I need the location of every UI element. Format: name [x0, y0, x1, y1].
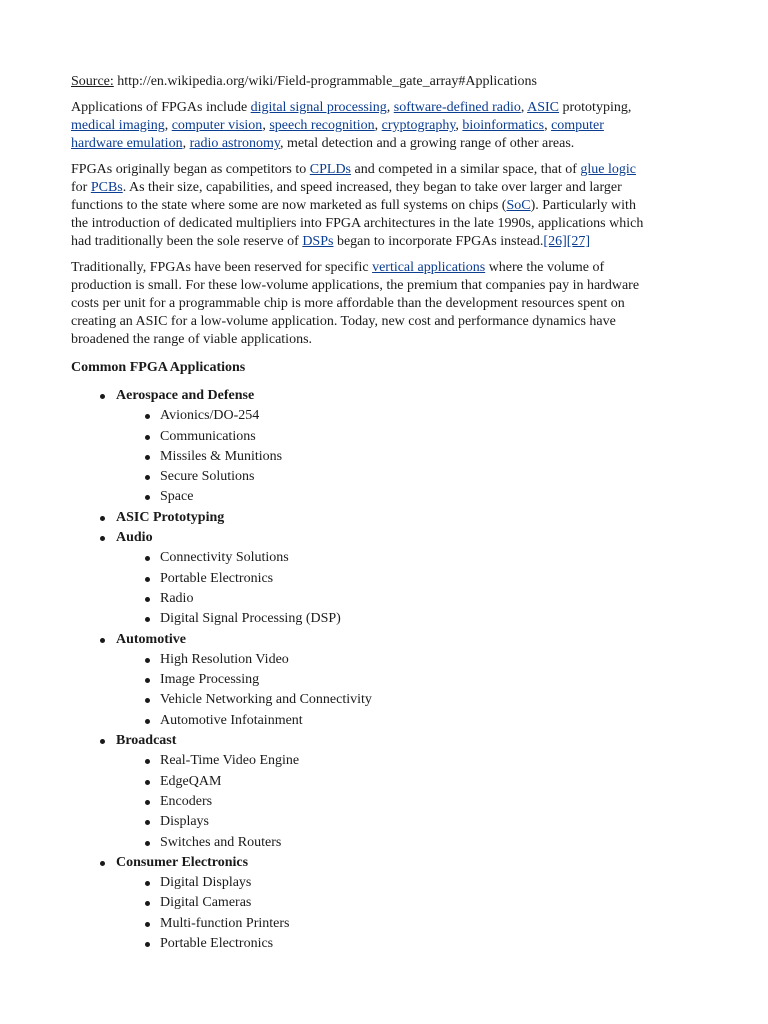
text: , [374, 118, 382, 133]
bullet-icon [145, 577, 150, 582]
subcategory-label: Digital Cameras [160, 895, 252, 911]
subcategory-list [116, 650, 693, 731]
bullet-icon [145, 780, 150, 785]
bullet-icon [145, 841, 150, 846]
text: , metal detection and a growing range of other areas. [280, 136, 575, 151]
bullet-icon [145, 759, 150, 764]
text: had traditionally been the sole reserve of [71, 234, 303, 249]
source-line [71, 73, 693, 91]
link-cryptography[interactable]: cryptography [381, 118, 456, 133]
bullet-icon [145, 942, 150, 947]
text: Applications of FPGAs include [71, 100, 251, 115]
bullet-icon [145, 475, 150, 480]
bullet-icon [145, 800, 150, 805]
bullet-icon [145, 698, 150, 703]
subcategory-item [116, 812, 693, 832]
subcategory-item [116, 711, 693, 731]
bullet-icon [100, 394, 105, 399]
subcategory-item [116, 447, 693, 467]
link-soc[interactable]: SoC [506, 198, 531, 213]
link-cplds[interactable]: CPLDs [309, 162, 351, 177]
category-label: ASIC Prototyping [116, 509, 225, 525]
bullet-icon [145, 922, 150, 927]
bullet-icon [100, 516, 105, 521]
text: , [262, 118, 270, 133]
subcategory-item [116, 751, 693, 771]
bullet-icon [145, 658, 150, 663]
subcategory-label: Connectivity Solutions [160, 550, 289, 566]
subcategory-item [116, 893, 693, 913]
subcategory-item [116, 609, 693, 629]
subcategory-label: Avionics/DO-254 [160, 408, 260, 424]
text: , [520, 100, 528, 115]
subcategory-label: Space [160, 489, 194, 505]
subcategory-label: Multi-function Printers [160, 915, 290, 931]
subcategory-label: Digital Displays [160, 875, 252, 891]
link-vertical-applications[interactable]: vertical applications [372, 260, 486, 275]
link-medical-imaging[interactable]: medical imaging [71, 118, 165, 133]
subcategory-label: Vehicle Networking and Connectivity [160, 692, 372, 708]
category-item [71, 386, 693, 508]
category-item [71, 508, 693, 528]
text: , [164, 118, 172, 133]
category-label: Consumer Electronics [116, 854, 249, 870]
subcategory-item [116, 873, 693, 893]
category-label: Audio [116, 530, 153, 546]
text: , [182, 136, 190, 151]
subcategory-label: Encoders [160, 793, 213, 809]
bullet-icon [145, 820, 150, 825]
subcategory-item [116, 650, 693, 670]
category-list [71, 386, 693, 954]
subcategory-label: High Resolution Video [160, 651, 289, 667]
category-item [71, 853, 693, 954]
text: where the volume of [485, 260, 605, 275]
bullet-icon [100, 861, 105, 866]
history-paragraph [71, 161, 693, 251]
intro-paragraph [71, 99, 693, 153]
link-speech-recognition[interactable]: speech recognition [269, 118, 375, 133]
subcategory-item [116, 427, 693, 447]
subcategory-item [116, 772, 693, 792]
subcategory-item [116, 914, 693, 934]
subcategory-label: Portable Electronics [160, 936, 274, 952]
link-computer-hardware-emulation-cont[interactable]: hardware emulation [71, 136, 183, 151]
text: , [386, 100, 394, 115]
subcategory-label: Real-Time Video Engine [160, 753, 300, 769]
subcategory-label: Missiles & Munitions [160, 448, 283, 464]
subcategory-list [116, 873, 693, 954]
bullet-icon [145, 435, 150, 440]
subcategory-label: Secure Solutions [160, 469, 255, 485]
section-heading: Common FPGA Applications [71, 360, 246, 375]
link-glue-logic[interactable]: glue logic [580, 162, 636, 177]
subcategory-label: EdgeQAM [160, 773, 222, 789]
link-pcbs[interactable]: PCBs [90, 180, 123, 195]
text: , [455, 118, 463, 133]
text: . As their size, capabilities, and speed increased, they began to take over larger and larger [122, 180, 622, 195]
bullet-icon [100, 638, 105, 643]
bullet-icon [145, 719, 150, 724]
text: Traditionally, FPGAs have been reserved for specific [71, 260, 373, 275]
subcategory-item [116, 487, 693, 507]
bullet-icon [100, 536, 105, 541]
link-computer-hardware-emulation[interactable]: computer [551, 118, 604, 133]
subcategory-item [116, 934, 693, 954]
category-label: Aerospace and Defense [116, 388, 255, 403]
subcategory-label: Portable Electronics [160, 570, 274, 586]
link-computer-vision[interactable]: computer vision [171, 118, 263, 133]
subcategory-item [116, 670, 693, 690]
subcategory-item [116, 833, 693, 853]
link-dsps[interactable]: DSPs [302, 234, 334, 249]
bullet-icon [145, 881, 150, 886]
subcategory-label: Automotive Infotainment [160, 712, 303, 728]
traditional-paragraph [71, 259, 693, 349]
subcategory-item [116, 792, 693, 812]
bullet-icon [145, 455, 150, 460]
text: for [71, 180, 91, 195]
citation-26[interactable]: [26] [543, 234, 567, 249]
text: , [544, 118, 552, 133]
bullet-icon [145, 556, 150, 561]
text: the introduction of dedicated multipliers into FPGA architectures in the late 1990s, applications which [71, 216, 644, 231]
bullet-icon [145, 901, 150, 906]
text: broadened the range of viable applications. [71, 332, 313, 347]
subcategory-item [116, 406, 693, 426]
link-radio-astronomy[interactable]: radio astronomy [189, 136, 281, 151]
bullet-icon [145, 678, 150, 683]
subcategory-label: Communications [160, 428, 256, 444]
link-software-defined-radio[interactable]: software-defined radio [393, 100, 521, 115]
citation-27[interactable]: [27] [566, 234, 591, 249]
subcategory-list [116, 406, 693, 507]
bullet-icon [145, 597, 150, 602]
bullet-icon [145, 414, 150, 419]
link-digital-signal-processing[interactable]: digital signal processing [250, 100, 387, 115]
text: creating an ASIC for a low-volume application. Today, new cost and performance dynamics have [71, 314, 616, 329]
category-item [71, 630, 693, 731]
category-item [71, 528, 693, 629]
subcategory-label: Image Processing [160, 672, 260, 688]
text: prototyping, [559, 100, 632, 115]
text: began to incorporate FPGAs instead. [333, 234, 544, 249]
source-url: http://en.wikipedia.org/wiki/Field-programmable_gate_array#Applications [113, 74, 537, 89]
bullet-icon [100, 739, 105, 744]
subcategory-item [116, 548, 693, 568]
text: and competed in a similar space, that of [351, 162, 581, 177]
subcategory-item [116, 690, 693, 710]
subcategory-label: Switches and Routers [160, 834, 282, 850]
text: ). Particularly with [530, 198, 636, 213]
text: costs per unit for a programmable chip is more affordable than the development resources spent on [71, 296, 625, 311]
category-label: Automotive [116, 631, 186, 647]
text: production is small. For these low-volume applications, the premium that companies pay in hardware [71, 278, 640, 293]
link-asic[interactable]: ASIC [527, 100, 559, 115]
subcategory-list [116, 548, 693, 629]
source-label: Source: [71, 74, 114, 89]
bullet-icon [145, 617, 150, 622]
category-label: Broadcast [116, 733, 177, 749]
subcategory-item [116, 589, 693, 609]
category-item [71, 731, 693, 853]
link-bioinformatics[interactable]: bioinformatics [462, 118, 545, 133]
text: functions to the state where some are now marketed as full systems on chips ( [71, 198, 507, 213]
subcategory-item [116, 467, 693, 487]
document-page [71, 73, 693, 954]
text: FPGAs originally began as competitors to [71, 162, 310, 177]
subcategory-label: Displays [160, 814, 209, 830]
subcategory-item [116, 569, 693, 589]
bullet-icon [145, 495, 150, 500]
subcategory-list [116, 751, 693, 852]
subcategory-label: Radio [160, 590, 194, 606]
subcategory-label: Digital Signal Processing (DSP) [160, 611, 341, 627]
